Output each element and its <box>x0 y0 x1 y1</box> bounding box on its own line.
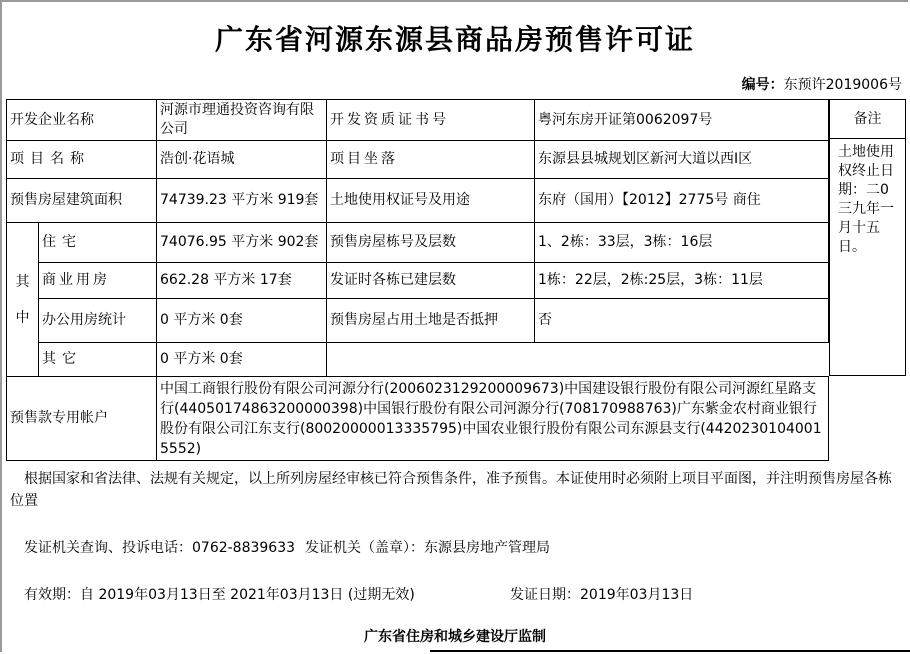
issuer-label: 发证机关（盖章）： <box>305 540 425 556</box>
document-title: 广东省河源东源县商品房预售许可证 <box>214 23 695 56</box>
residential-label: 住宅 <box>39 223 157 263</box>
office-value: 0 平方米 0套 <box>157 299 327 343</box>
remarks-column <box>829 99 906 376</box>
remarks-text: 土地使用权终止日期：二0三九年一月十五日。 <box>838 144 894 255</box>
commercial-value: 662.28 平方米 17套 <box>157 263 327 299</box>
issue-date-label: 发证日期： <box>510 587 580 603</box>
group-label <box>7 223 39 377</box>
project-location-label: 项目坐落 <box>327 141 535 179</box>
remarks-header: 备注 <box>830 100 905 139</box>
group-label-line1: 其 <box>15 273 30 290</box>
land-cert-label: 土地使用权证号及用途 <box>327 179 535 223</box>
serial-number <box>742 74 902 94</box>
project-name-label: 项目名称 <box>7 141 157 179</box>
qualification-label: 开发资质证书号 <box>327 100 535 141</box>
account-value: 中国工商银行股份有限公司河源分行(2006023129200009673)中国建设银行股份有限公司河源红星路支行(44050174863200000398)中国银行股份有限公司河源分行(708170988763)广东紫金农村商业银行股份有限公司江东支行(80020000013335795)中国农业银行股份有限公司东源县支行(44202301040015552) <box>157 377 829 461</box>
project-location-value: 东源县县城规划区新河大道以西I区 <box>535 141 829 179</box>
serial-label: 编号： <box>741 77 784 93</box>
buildings-value: 1、2栋：33层，3栋：16层 <box>535 223 829 263</box>
issuer-value: 东源县房地产管理局 <box>424 540 551 556</box>
area-value: 74739.23 平方米 919套 <box>157 179 327 223</box>
mortgage-value: 否 <box>535 299 829 343</box>
built-floors-label: 发证时各栋已建层数 <box>327 263 535 299</box>
empty-cell <box>327 343 829 377</box>
serial-value: 东预许2019006号 <box>783 77 902 93</box>
other-label: 其它 <box>39 343 157 377</box>
mortgage-label: 预售房屋占用土地是否抵押 <box>327 299 535 343</box>
built-floors-value: 1栋：22层，2栋:25层，3栋：11层 <box>535 263 829 299</box>
validity-label: 有效期： <box>24 587 80 603</box>
residential-value: 74076.95 平方米 902套 <box>157 223 327 263</box>
project-name-value: 浩创·花语城 <box>157 141 327 179</box>
office-label: 办公用房统计 <box>39 299 157 343</box>
contact-line <box>24 537 550 557</box>
qualification-value: 粤河东房开证第0062097号 <box>535 100 829 141</box>
phone-value: 0762-8839633 <box>192 540 296 556</box>
issue-date-value: 2019年03月13日 <box>580 587 694 603</box>
validity-value: 自 2019年03月13日至 2021年03月13日 (过期无效) <box>80 587 415 603</box>
other-value: 0 平方米 0套 <box>157 343 327 377</box>
bottom-divider <box>430 650 910 652</box>
permit-table <box>6 99 829 461</box>
supervisor-text: 广东省住房和城乡建设厅监制 <box>364 629 546 645</box>
commercial-label: 商业用房 <box>39 263 157 299</box>
phone-label: 发证机关查询、投诉电话： <box>24 540 192 556</box>
land-cert-value: 东府（国用）【2012】2775号 商住 <box>535 179 829 223</box>
issue-date-line <box>510 584 693 604</box>
group-label-line2: 中 <box>15 309 30 326</box>
area-label: 预售房屋建筑面积 <box>7 179 157 223</box>
account-label: 预售款专用帐户 <box>7 377 157 461</box>
developer-label: 开发企业名称 <box>7 100 157 141</box>
buildings-label: 预售房屋栋号及层数 <box>327 223 535 263</box>
validity-line <box>24 584 415 604</box>
statement-text: 根据国家和省法律、法规有关规定，以上所列房屋经审核已符合预售条件，准予预售。本证使用时必须附上项目平面图，并注明预售房屋各栋位置 <box>10 471 892 509</box>
developer-value: 河源市理通投资咨询有限公司 <box>157 100 327 141</box>
